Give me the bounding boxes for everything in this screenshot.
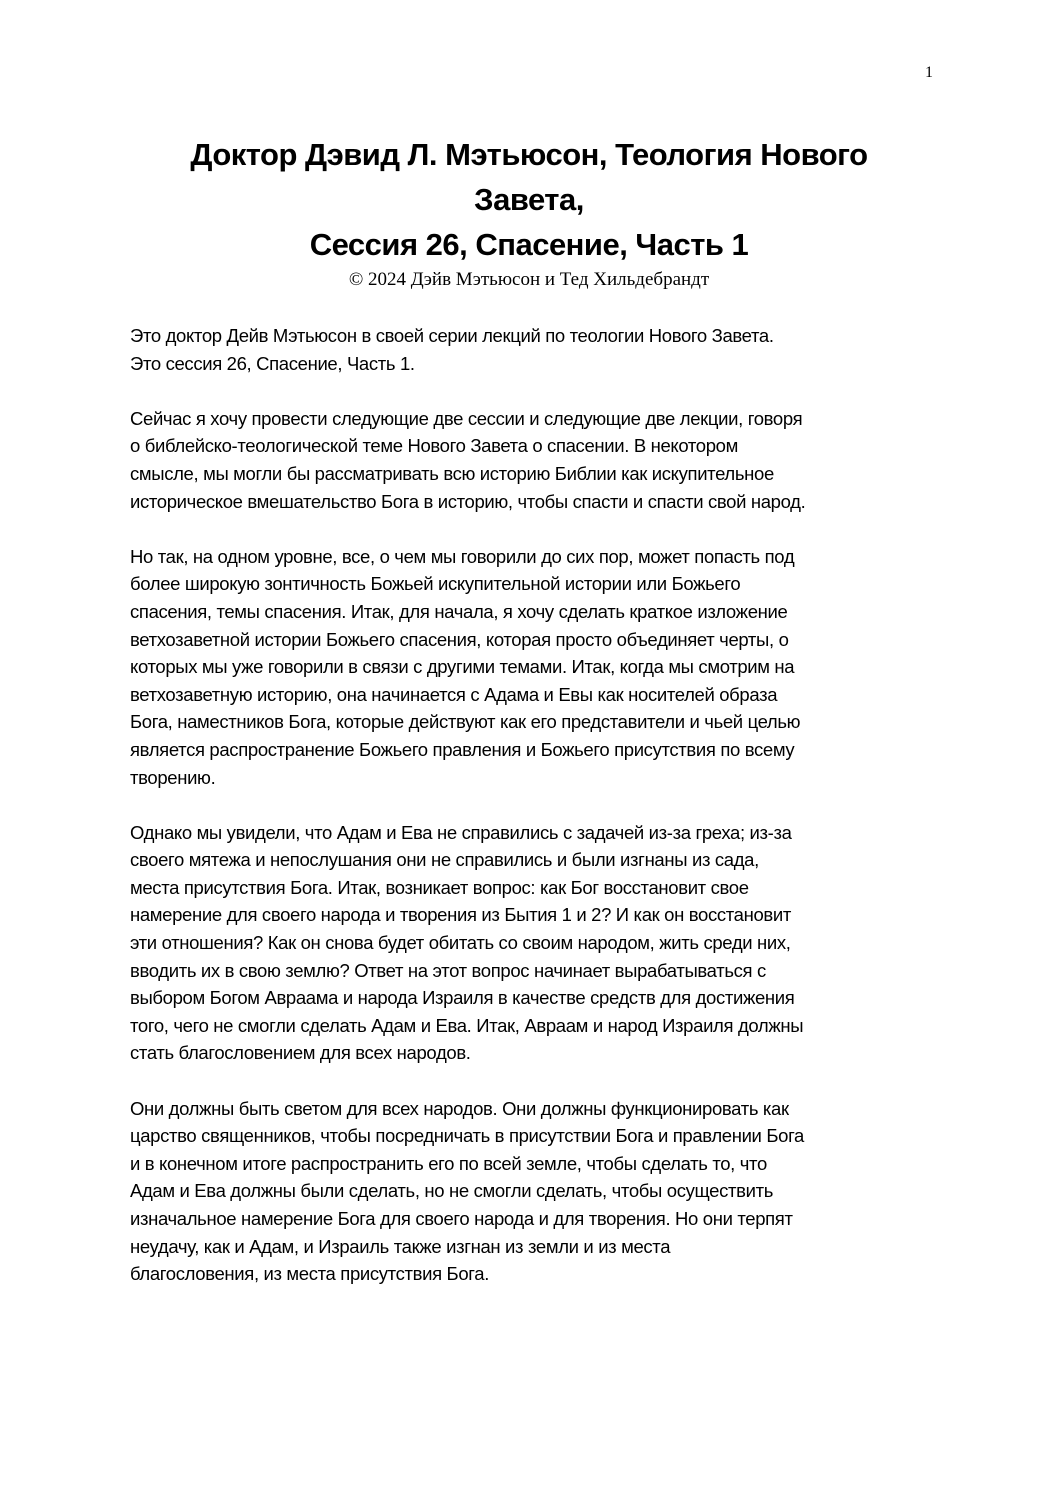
copyright-notice: © 2024 Дэйв Мэтьюсон и Тед Хильдебрандт [348, 269, 710, 290]
text-line: царство священников, чтобы посредничать в присутствии Бога и правлении Бога [130, 1125, 804, 1147]
paragraph [130, 1095, 950, 1288]
text-line: смысле, мы могли бы рассматривать всю историю Библии как искупительное [130, 462, 774, 484]
text-line: эти отношения? Как он снова будет обитать со своим народом, жить среди них, [130, 932, 791, 954]
text-line: места присутствия Бога. Итак, возникает вопрос: как Бог восстановит свое [130, 876, 749, 898]
text-line: вводить их в свою землю? Ответ на этот вопрос начинает вырабатываться с [130, 959, 766, 981]
text-line: своего мятежа и непослушания они не справились и были изгнаны из сада, [130, 849, 759, 871]
text-line: Бога, наместников Бога, которые действуют как его представители и чьей целью [130, 711, 801, 733]
text-line: Это доктор Дейв Мэтьюсон в своей серии лекций по теологии Нового Завета. [130, 325, 774, 346]
text-line: намерение для своего народа и творения из Бытия 1 и 2? И как он восстановит [130, 904, 792, 926]
text-line: является распространение Божьего правления и Божьего присутствия по всему [130, 738, 795, 760]
title-line: Доктор Дэвид Л. Мэтьюсон, Теология Нового [190, 137, 868, 172]
text-line: Но так, на одном уровне, все, о чем мы говорили до сих пор, может попасть под [130, 545, 795, 567]
text-line: Это сессия 26, Спасение, Часть 1. [130, 352, 415, 374]
text-line: ветхозаветной истории Божьего спасения, которая просто объединяет черты, о [130, 628, 789, 650]
text-line: спасения, темы спасения. Итак, для начала, я хочу сделать краткое изложение [130, 600, 788, 622]
text-line: Они должны быть светом для всех народов. Они должны функционировать как [130, 1097, 789, 1119]
text-line: Однако мы увидели, что Адам и Ева не справились с задачей из-за греха; из-за [130, 821, 792, 843]
title-line: Завета, [474, 182, 584, 217]
text-line: историческое вмешательство Бога в историю, чтобы спасти и спасти свой народ. [130, 490, 806, 512]
page-number: 1 [925, 64, 933, 81]
paragraph [130, 819, 950, 1067]
text-line: которых мы уже говорили в связи с другими темами. Итак, когда мы смотрим на [130, 656, 795, 678]
text-line: Сейчас я хочу провести следующие две сессии и следующие две лекции, говоря [130, 407, 803, 429]
text-line: о библейско-теологической теме Нового Завета о спасении. В некотором [130, 435, 738, 457]
document-body [130, 322, 950, 1315]
text-line: неудачу, как и Адам, и Израиль также изгнан из земли и из места [130, 1235, 671, 1257]
text-line: более широкую зонтичность Божьей искупительной истории или Божьего [130, 573, 741, 595]
document-title [0, 132, 1058, 267]
text-line: изначальное намерение Бога для своего народа и для творения. Но они терпят [130, 1208, 793, 1229]
text-line: благословения, из места присутствия Бога. [130, 1263, 489, 1285]
text-line: творению. [130, 766, 216, 788]
text-line: того, чего не смогли сделать Адам и Ева. Итак, Авраам и народ Израиля должны [130, 1014, 804, 1036]
paragraph [130, 543, 950, 791]
text-line: выбором Богом Авраама и народа Израиля в качестве средств для достижения [130, 987, 795, 1009]
text-line: Адам и Ева должны были сделать, но не смогли сделать, чтобы осуществить [130, 1180, 774, 1202]
paragraph [130, 405, 950, 515]
title-line: Сессия 26, Спасение, Часть 1 [309, 227, 749, 262]
paragraph [130, 322, 950, 377]
text-line: и в конечном итоге распространить его по всей земле, чтобы сделать то, что [130, 1152, 767, 1174]
text-line: ветхозаветную историю, она начинается с Адама и Евы как носителей образа [130, 683, 778, 705]
text-line: стать благословением для всех народов. [130, 1042, 471, 1064]
